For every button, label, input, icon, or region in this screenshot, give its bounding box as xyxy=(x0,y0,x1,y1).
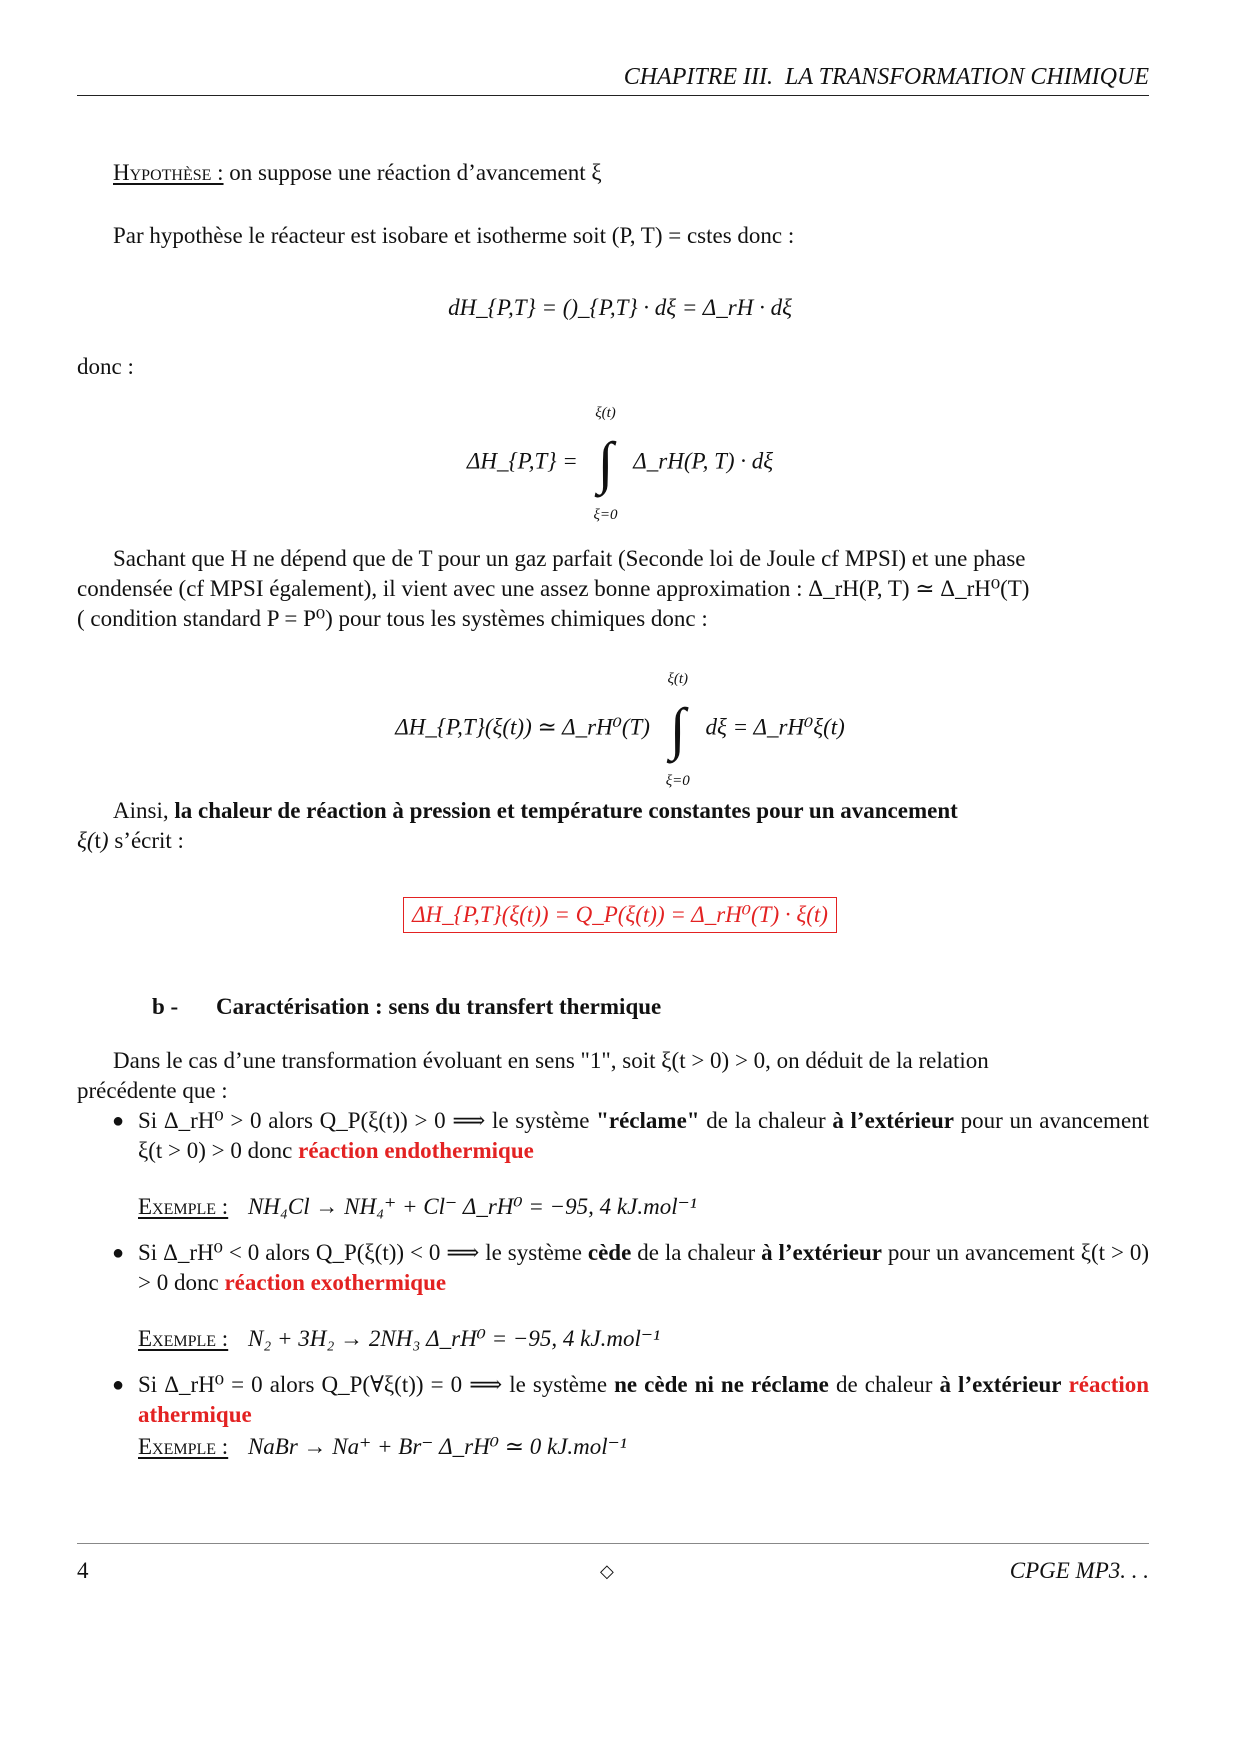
section-title: Caractérisation : sens du transfert thermique xyxy=(216,994,662,1019)
athermic-mid: de chaleur xyxy=(835,1372,933,1397)
direction-line-1: Dans le cas d’une transformation évoluant en sens "1", soit ξ(t > 0) > 0, on déduit de la relation xyxy=(113,1048,989,1073)
bullet-dot-2: ● xyxy=(112,1242,125,1264)
direction-paragraph xyxy=(77,1046,1149,1106)
equation-dH xyxy=(0,293,1240,323)
heat-tail: s’écrit : xyxy=(108,828,184,853)
exo-exterior: à l’extérieur xyxy=(761,1240,882,1265)
exo-mid: de la chaleur xyxy=(637,1240,756,1265)
hypothesis-line xyxy=(113,158,602,188)
example-equation-3: NaBr → Na⁺ + Br⁻ Δ_rH⁰ ≃ 0 kJ.mol⁻¹ xyxy=(247,1434,627,1459)
integral-sign-2 xyxy=(656,671,700,789)
bullet-dot-3: ● xyxy=(112,1374,125,1396)
bullet-exothermic xyxy=(138,1238,1149,1298)
equation-approx-lhs: ΔH_{P,T}(ξ(t)) ≃ Δ_rH⁰(T) xyxy=(395,714,650,740)
endo-mid: de la chaleur xyxy=(706,1108,826,1133)
footer-diamond-icon: ◇ xyxy=(600,1561,614,1581)
bullet-dot-1: ● xyxy=(112,1110,125,1132)
exo-condition: Si Δ_rH⁰ < 0 alors Q_P(ξ(t)) < 0 ⟹ le système xyxy=(138,1240,582,1265)
integral-symbol: ∫ xyxy=(597,430,614,495)
boxed-equation: ΔH_{P,T}(ξ(t)) = Q_P(ξ(t)) = Δ_rH⁰(T) · ξ(t) xyxy=(403,897,837,933)
joule-line-1: Sachant que H ne dépend que de T pour un gaz parfait (Seconde loi de Joule cf MPSI) et une phase xyxy=(113,546,1026,571)
example-equation-2: N₂ + 3H₂ → 2NH₃ Δ_rH⁰ = −95, 4 kJ.mol⁻¹ xyxy=(247,1326,660,1351)
section-number: b - xyxy=(152,994,179,1019)
xi-of-t: ξ(t) xyxy=(77,828,109,853)
exo-result: réaction exothermique xyxy=(224,1270,447,1295)
bullet-athermic xyxy=(138,1370,1149,1430)
integral-symbol-2: ∫ xyxy=(669,696,686,761)
example-exothermic xyxy=(138,1324,660,1354)
footer-rule xyxy=(77,1543,1149,1544)
example-equation-1: NH₄Cl → NH₄⁺ + Cl⁻ Δ_rH⁰ = −95, 4 kJ.mol⁻¹ xyxy=(247,1194,697,1219)
integral-sign xyxy=(584,405,628,523)
athermic-exterior: à l’extérieur xyxy=(939,1372,1062,1397)
equation-integral-approx xyxy=(0,671,1240,789)
boxed-result xyxy=(0,897,1240,933)
running-header: CHAPITRE III. LA TRANSFORMATION CHIMIQUE xyxy=(623,64,1149,90)
endo-result: réaction endothermique xyxy=(298,1138,534,1163)
heat-line-2 xyxy=(77,826,1149,856)
equation-integral-H xyxy=(0,405,1240,523)
integral-upper-bound: ξ(t) xyxy=(595,405,616,421)
footer-course: CPGE MP3. . . xyxy=(1009,1558,1149,1583)
example-label-2: Exemple : xyxy=(138,1326,229,1351)
endo-keyword: "réclame" xyxy=(596,1108,700,1133)
example-athermic xyxy=(138,1432,627,1462)
equation-integral-H-lhs: ΔH_{P,T} = xyxy=(466,448,578,474)
exo-keyword: cède xyxy=(587,1240,632,1265)
integral-lower-bound-2: ξ=0 xyxy=(665,773,690,789)
heat-lead: Ainsi, xyxy=(113,798,175,823)
heat-line-1 xyxy=(77,796,1149,826)
joule-line-2: condensée (cf MPSI également), il vient avec une assez bonne approximation : Δ_rH(P, T) ≃ Δ_rH⁰(T) xyxy=(77,576,1030,601)
integral-lower-bound: ξ=0 xyxy=(593,507,618,523)
bullet-endothermic xyxy=(138,1106,1149,1166)
joule-law-paragraph xyxy=(77,544,1149,634)
exo-end: pour un avancement ξ(t > 0) > 0 donc xyxy=(138,1240,1150,1295)
endo-exterior: à l’extérieur xyxy=(832,1108,954,1133)
joule-line-3: ( condition standard P = P⁰) pour tous les systèmes chimiques donc : xyxy=(77,606,708,631)
heat-of-reaction-paragraph xyxy=(77,796,1149,856)
equation-integral-H-rhs: Δ_rH(P, T) · dξ xyxy=(633,448,774,474)
page-number: 4 xyxy=(77,1558,89,1583)
hypothesis-text: on suppose une réaction d’avancement ξ xyxy=(223,160,602,185)
integral-upper-bound-2: ξ(t) xyxy=(667,671,689,687)
isobaric-statement: Par hypothèse le réacteur est isobare et isotherme soit (P, T) = cstes donc : xyxy=(113,223,795,248)
athermic-result: réaction athermique xyxy=(138,1372,1150,1427)
example-endothermic xyxy=(138,1192,697,1222)
endo-condition: Si Δ_rH⁰ > 0 alors Q_P(ξ(t)) > 0 ⟹ le système xyxy=(138,1108,590,1133)
athermic-condition: Si Δ_rH⁰ = 0 alors Q_P(∀ξ(t)) = 0 ⟹ le système xyxy=(138,1372,608,1397)
example-label-3: Exemple : xyxy=(138,1434,229,1459)
direction-line-2: précédente que : xyxy=(77,1078,228,1103)
equation-dH-text: dH_{P,T} = ()_{P,T} · dξ = Δ_rH · dξ xyxy=(448,295,792,320)
donc-text: donc : xyxy=(77,354,134,379)
endo-end: pour un avancement ξ(t > 0) > 0 donc xyxy=(138,1108,1150,1163)
header-rule xyxy=(77,95,1149,96)
equation-approx-rhs: dξ = Δ_rH⁰ξ(t) xyxy=(705,714,845,740)
athermic-keyword: ne cède ni ne réclame xyxy=(614,1372,829,1397)
example-label-1: Exemple : xyxy=(138,1194,229,1219)
hypothesis-label: Hypothèse : xyxy=(113,160,224,185)
heat-bold-statement: la chaleur de réaction à pression et température constantes pour un avancement xyxy=(174,798,958,823)
